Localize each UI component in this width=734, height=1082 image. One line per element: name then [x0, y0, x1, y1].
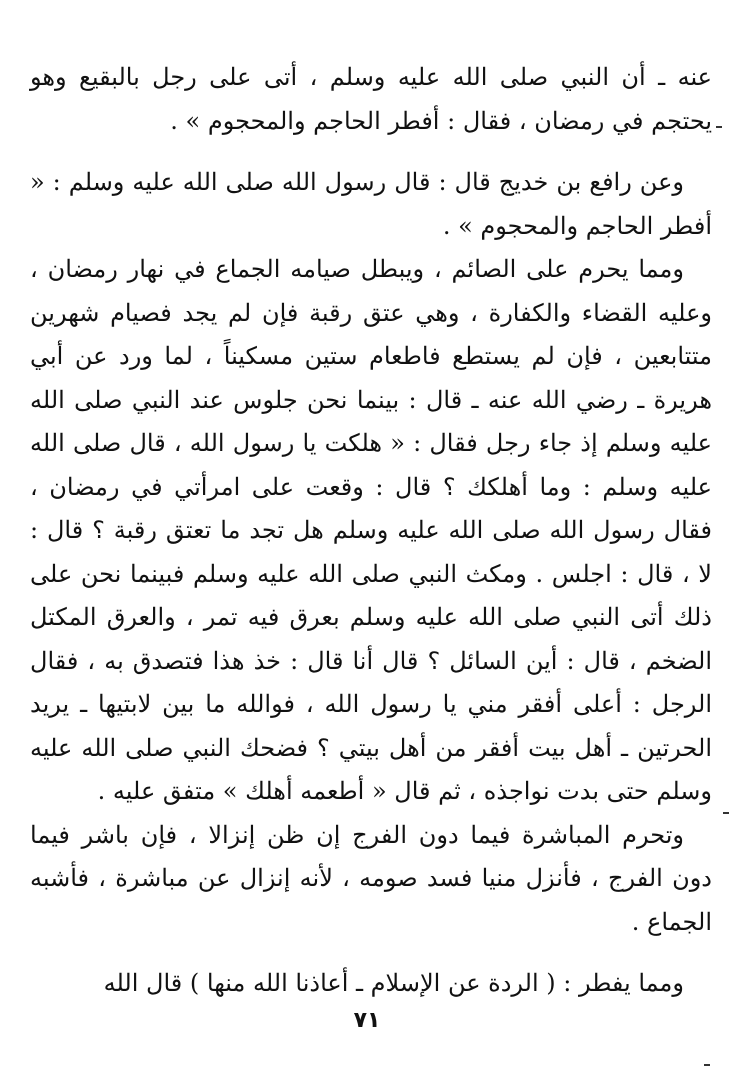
paragraph-ridda: ومما يفطر : ( الردة عن الإسلام ـ أعاذنا الله منها ) قال الله [103, 969, 684, 997]
paragraph-jima-kaffara: ومما يحرم على الصائم ، ويبطل صيامه الجماع في نهار رمضان ، وعليه القضاء والكفارة ، وهي عتق رقبة فإن لم يجد فصيام شهرين متتابعين ، فإن لم يستطع فاطعام ستين مسكيناً ، لما ورد عن أبي هريرة ـ رضي الله عنه ـ قال : بينما نحن جلوس عند النبي صلى الله عليه وسلم إذ جاء رجل فقال : « هلكت يا رسول الله ، قال صلى الله عليه وسلم : وما أهلكك ؟ قال : وقعت على امرأتي في رمضان ، فقال رسول الله صلى الله عليه وسلم هل تجد ما تعتق رقبة ؟ قال : لا ، قال : اجلس . ومكث النبي صلى الله عليه وسلم فبينما نحن على ذلك أتى النبي صلى الله عليه وسلم بعرق فيه تمر ، والعرق المكتل الضخم ، قال : أين السائل ؟ قال أنا قال : خذ هذا فتصدق به ، فقال الرجل : أعلى أفقر مني يا رسول الله ، فوالله ما بين لابتيها ـ يريد الحرتين ـ أهل بيت أفقر من أهل بيتي ؟ فضحك النبي صلى الله عليه وسلم حتى بدت نواجذه ، ثم قال « أطعمه أهلك » متفق عليه . [30, 255, 713, 805]
paragraph-mubashara: وتحرم المباشرة فيما دون الفرج إن ظن إنزالا ، فإن باشر فيما دون الفرج ، فأنزل منيا فسد صومه ، لأنه إنزال عن مباشرة ، فأشبه الجماع . [30, 820, 712, 936]
page-body [30, 56, 712, 1006]
paragraph-gap [30, 143, 712, 161]
paragraph-rafi-ibn-khadij: وعن رافع بن خديج قال : قال رسول الله صلى الله عليه وسلم : « أفطر الحاجم والمحجوم » . [30, 168, 712, 240]
margin-mark [704, 1064, 710, 1066]
page-number: ٧١ [353, 1008, 381, 1033]
margin-mark [716, 126, 722, 128]
paragraph-hadith-hijama: عنه ـ أن النبي صلى الله عليه وسلم ، أتى على رجل بالبقيع وهو يحتجم في رمضان ، فقال : أفطر الحاجم والمحجوم » . [30, 63, 713, 135]
margin-mark [723, 812, 729, 814]
paragraph-gap [30, 944, 712, 962]
